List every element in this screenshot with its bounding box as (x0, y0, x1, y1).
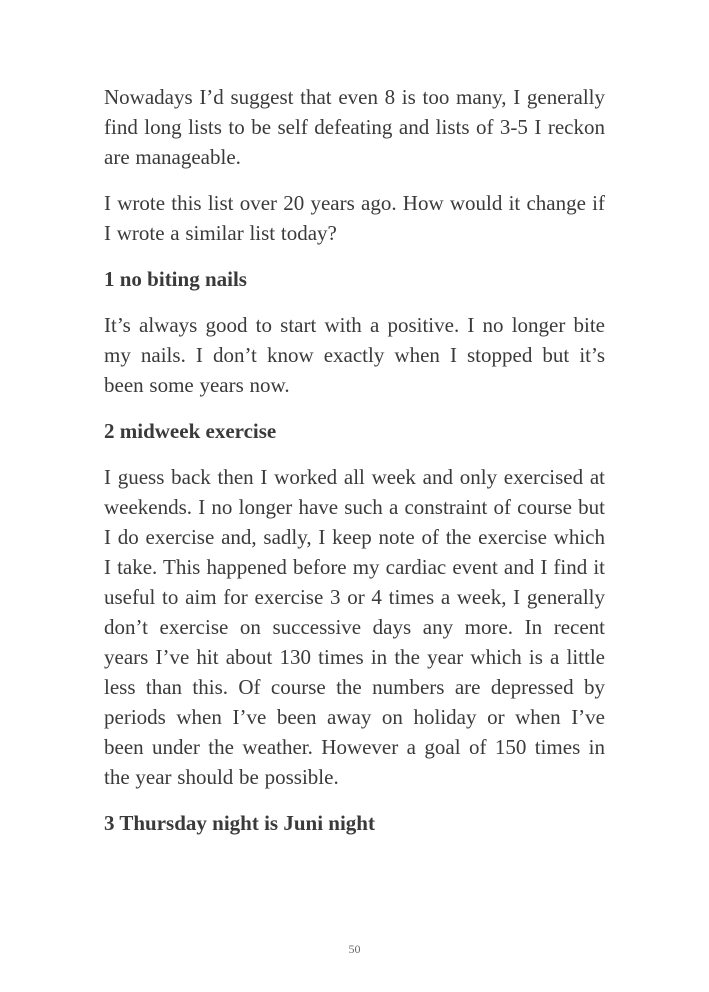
section-heading-exercise: 2 midweek exercise (104, 419, 277, 443)
paragraph-exercise: I guess back then I worked all week and only exercised at weekends. I no longer have such a constraint of course but I do exercise and, sadly, I keep note of the exercise which I take. This happened before my cardiac event and I find it useful to aim for exercise 3 or 4 times a week, I generally don’t exercise on successive days any more. In recent years I’ve hit about 130 times in the year which is a little less than this. Of course the numbers are depressed by periods when I’ve been away on holiday or when I’ve been under the weather. However a goal of 150 times in the year should be possible. (104, 465, 605, 789)
paragraph-list-history: I wrote this list over 20 years ago. How would it change if I wrote a similar list today? (104, 191, 605, 245)
section-heading-nails: 1 no biting nails (104, 267, 247, 291)
page-number: 50 (348, 942, 361, 956)
section-heading-juni-night: 3 Thursday night is Juni night (104, 811, 375, 835)
page-body (104, 82, 605, 854)
paragraph-nails: It’s always good to start with a positive. I no longer bite my nails. I don’t know exactly when I stopped but it’s been some years now. (104, 313, 605, 397)
paragraph-list-length: Nowadays I’d suggest that even 8 is too many, I generally find long lists to be self defeating and lists of 3-5 I reckon are manageable. (104, 85, 605, 169)
